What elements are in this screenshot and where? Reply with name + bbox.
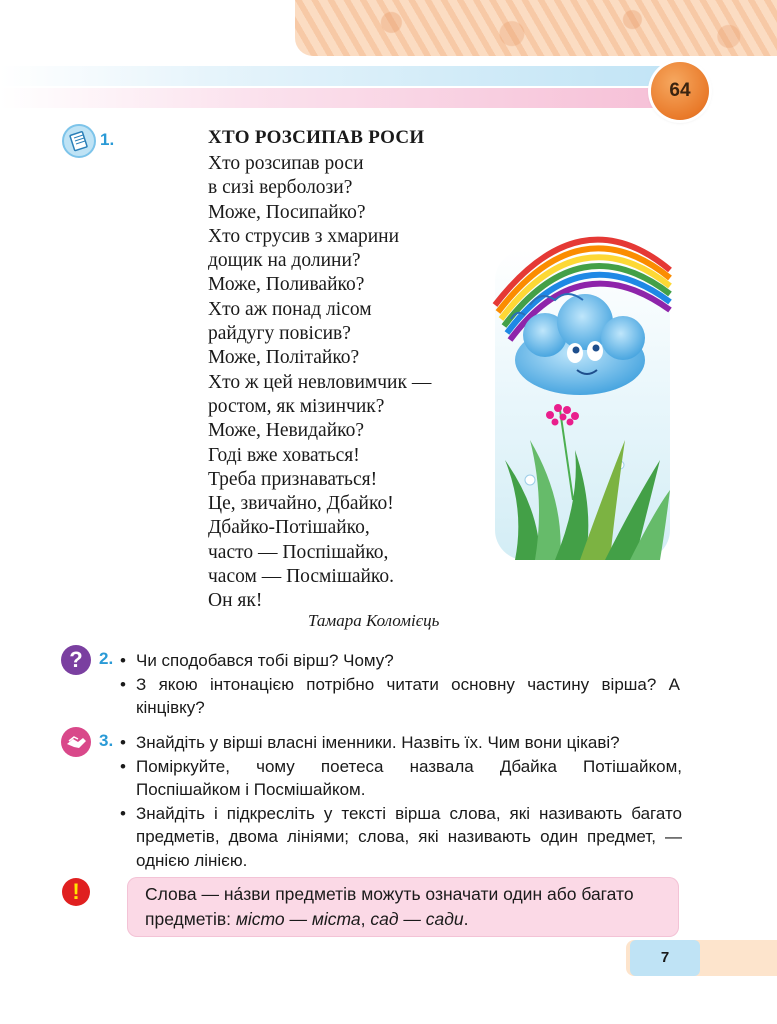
bullet: • bbox=[120, 651, 126, 670]
header-ornament bbox=[295, 0, 777, 56]
header-band-blue bbox=[0, 66, 700, 86]
question-icon: ? bbox=[61, 645, 91, 675]
poem-line: в сизі верболози? bbox=[208, 177, 353, 199]
list-item: • Поміркуйте, чому поетеса назвала Дбайка Потішайком, Поспішайком і Посмішайком. bbox=[120, 756, 682, 799]
poem-line: Хто струсив з хмарини bbox=[208, 225, 400, 247]
poem-line: Може, Поливайко? bbox=[208, 274, 365, 296]
list-item: • Чи сподобався тобі вірш? Чому? bbox=[120, 649, 680, 673]
task-number-1: 1. bbox=[100, 130, 115, 149]
task-number-3: 3. bbox=[99, 731, 114, 750]
poem-line: Може, Політайко? bbox=[208, 347, 360, 369]
rule-example: сад — сади bbox=[370, 909, 464, 929]
rainbow-cloud-illustration bbox=[485, 210, 675, 575]
poem-line: Годі вже ховаться! bbox=[208, 444, 360, 466]
poem-line: ростом, як мізинчик? bbox=[208, 395, 385, 417]
poem-line: Хто ж цей невловимчик — bbox=[208, 371, 432, 393]
poem-line: Хто розсипав роси bbox=[208, 153, 364, 174]
poem-line: райдугу повісив? bbox=[208, 323, 351, 345]
poem-line: Треба признаваться! bbox=[208, 468, 378, 490]
poem-line: Може, Невидайко? bbox=[208, 420, 365, 442]
rule-example: місто — міста bbox=[235, 909, 361, 929]
bullet: • bbox=[120, 733, 126, 752]
poem-line: Дбайко-Потішайко, bbox=[208, 517, 370, 539]
poem-text bbox=[208, 152, 488, 614]
reading-icon bbox=[62, 124, 96, 158]
bullet: • bbox=[120, 756, 126, 776]
list-item: • Знайдіть і підкресліть у тексті вірша слова, які називають багато предметів, двома лініями; слова, які називають один предмет, — однією лінією. bbox=[120, 803, 682, 870]
poem-line: Це, звичайно, Дбайко! bbox=[208, 493, 394, 515]
bullet: • bbox=[120, 674, 126, 694]
task2-questions bbox=[120, 649, 680, 720]
page-badge: 64 bbox=[651, 62, 709, 120]
poem-line: Хто аж понад лісом bbox=[208, 298, 372, 320]
task3-questions bbox=[120, 731, 682, 872]
task-number-2: 2. bbox=[99, 649, 114, 668]
list-item: • З якою інтонацією потрібно читати основну частину вірша? А кінцівку? bbox=[120, 674, 680, 717]
poem-line: Он як! bbox=[208, 590, 263, 612]
handshake-icon bbox=[61, 727, 91, 757]
poem-author: Тамара Коломієць bbox=[308, 611, 440, 630]
exclamation-icon: ! bbox=[62, 878, 90, 906]
poem-line: часто — Поспішайко, bbox=[208, 541, 389, 563]
rule-text: Слова — на́зви предметів можуть означати один або багато предметів: місто — міста, сад — сади. bbox=[145, 884, 634, 929]
header-band-pink bbox=[0, 88, 680, 108]
poem-line: часом — Посмішайко. bbox=[208, 566, 395, 588]
bullet: • bbox=[120, 803, 126, 823]
poem-line: дощик на долини? bbox=[208, 250, 361, 272]
list-item: • Знайдіть у вірші власні іменники. Назвіть їх. Чим вони цікаві? bbox=[120, 731, 682, 755]
page-number: 7 bbox=[630, 940, 700, 976]
rule-box bbox=[127, 877, 679, 937]
poem-line: Може, Посипайко? bbox=[208, 201, 366, 223]
poem-title: ХТО РОЗСИПАВ РОСИ bbox=[208, 127, 425, 148]
